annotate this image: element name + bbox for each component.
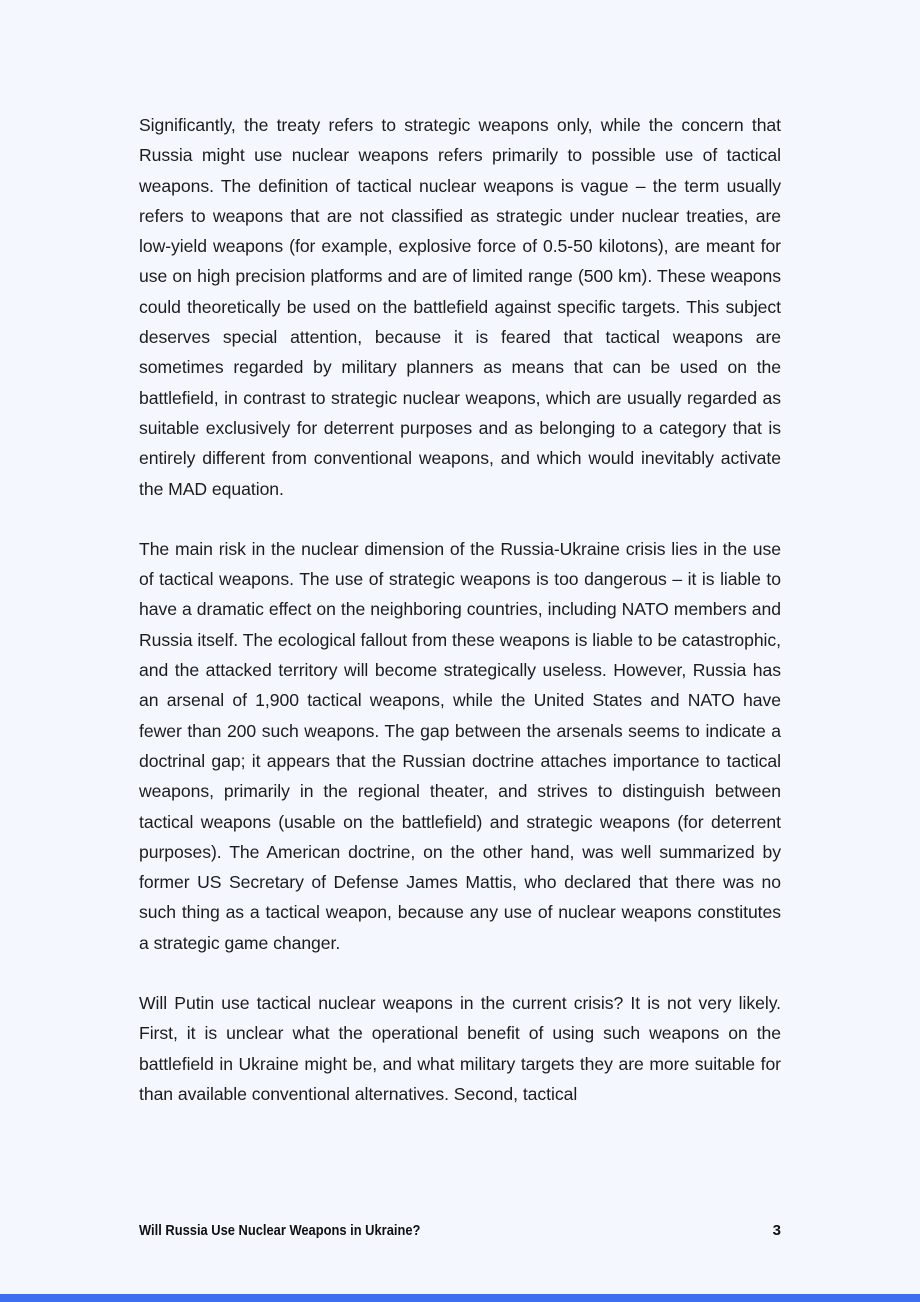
paragraph-2: The main risk in the nuclear dimension of the Russia-Ukraine crisis lies in the use of tactical weapons. The use of strategic weapons is too dangerous – it is liable to have a dramatic effect on the neighboring countries, including NATO members and Russia itself. The ecological fallout from these weapons is liable to be catastrophic, and the attacked territory will become strategically useless. However, Russia has an arsenal of 1,900 tactical weapons, while the United States and NATO have fewer than 200 such weapons. The gap between the arsenals seems to indicate a doctrinal gap; it appears that the Russian doctrine attaches importance to tactical weapons, primarily in the regional theater, and strives to distinguish between tactical weapons (usable on the battlefield) and strategic weapons (for deterrent purposes). The American doctrine, on the other hand, was well summarized by former US Secretary of Defense James Mattis, who declared that there was no such thing as a tactical weapon, because any use of nuclear weapons constitutes a strategic game changer. (139, 538, 781, 953)
page-footer (139, 1222, 691, 1239)
bottom-accent-bar (0, 1294, 920, 1302)
paragraph-1: Significantly, the treaty refers to strategic weapons only, while the concern that Russia might use nuclear weapons refers primarily to possible use of tactical weapons. The definition of tactical nuclear weapons is vague – the term usually refers to weapons that are not classified as strategic under nuclear treaties, are low-yield weapons (for example, explosive force of 0.5-50 kilotons), are meant for use on high precision platforms and are of limited range (500 km). These weapons could theoretically be used on the battlefield against specific targets. This subject deserves special attention, because it is feared that tactical weapons are sometimes regarded by military planners as means that can be used on the battlefield, in contrast to strategic nuclear weapons, which are usually regarded as suitable exclusively for deterrent purposes and as belonging to a category that is entirely different from conventional weapons, and which would inevitably activate the MAD equation. (139, 115, 781, 499)
page-number: 3 (772, 1222, 781, 1239)
document-body (139, 110, 781, 1139)
footer-title: Will Russia Use Nuclear Weapons in Ukraine? (139, 1222, 421, 1239)
paragraph-3: Will Putin use tactical nuclear weapons in the current crisis? It is not very likely. First, it is unclear what the operational benefit of using such weapons on the battlefield in Ukraine might be, and what military targets they are more suitable for than available conventional alternatives. Second, tactical (139, 993, 781, 1104)
